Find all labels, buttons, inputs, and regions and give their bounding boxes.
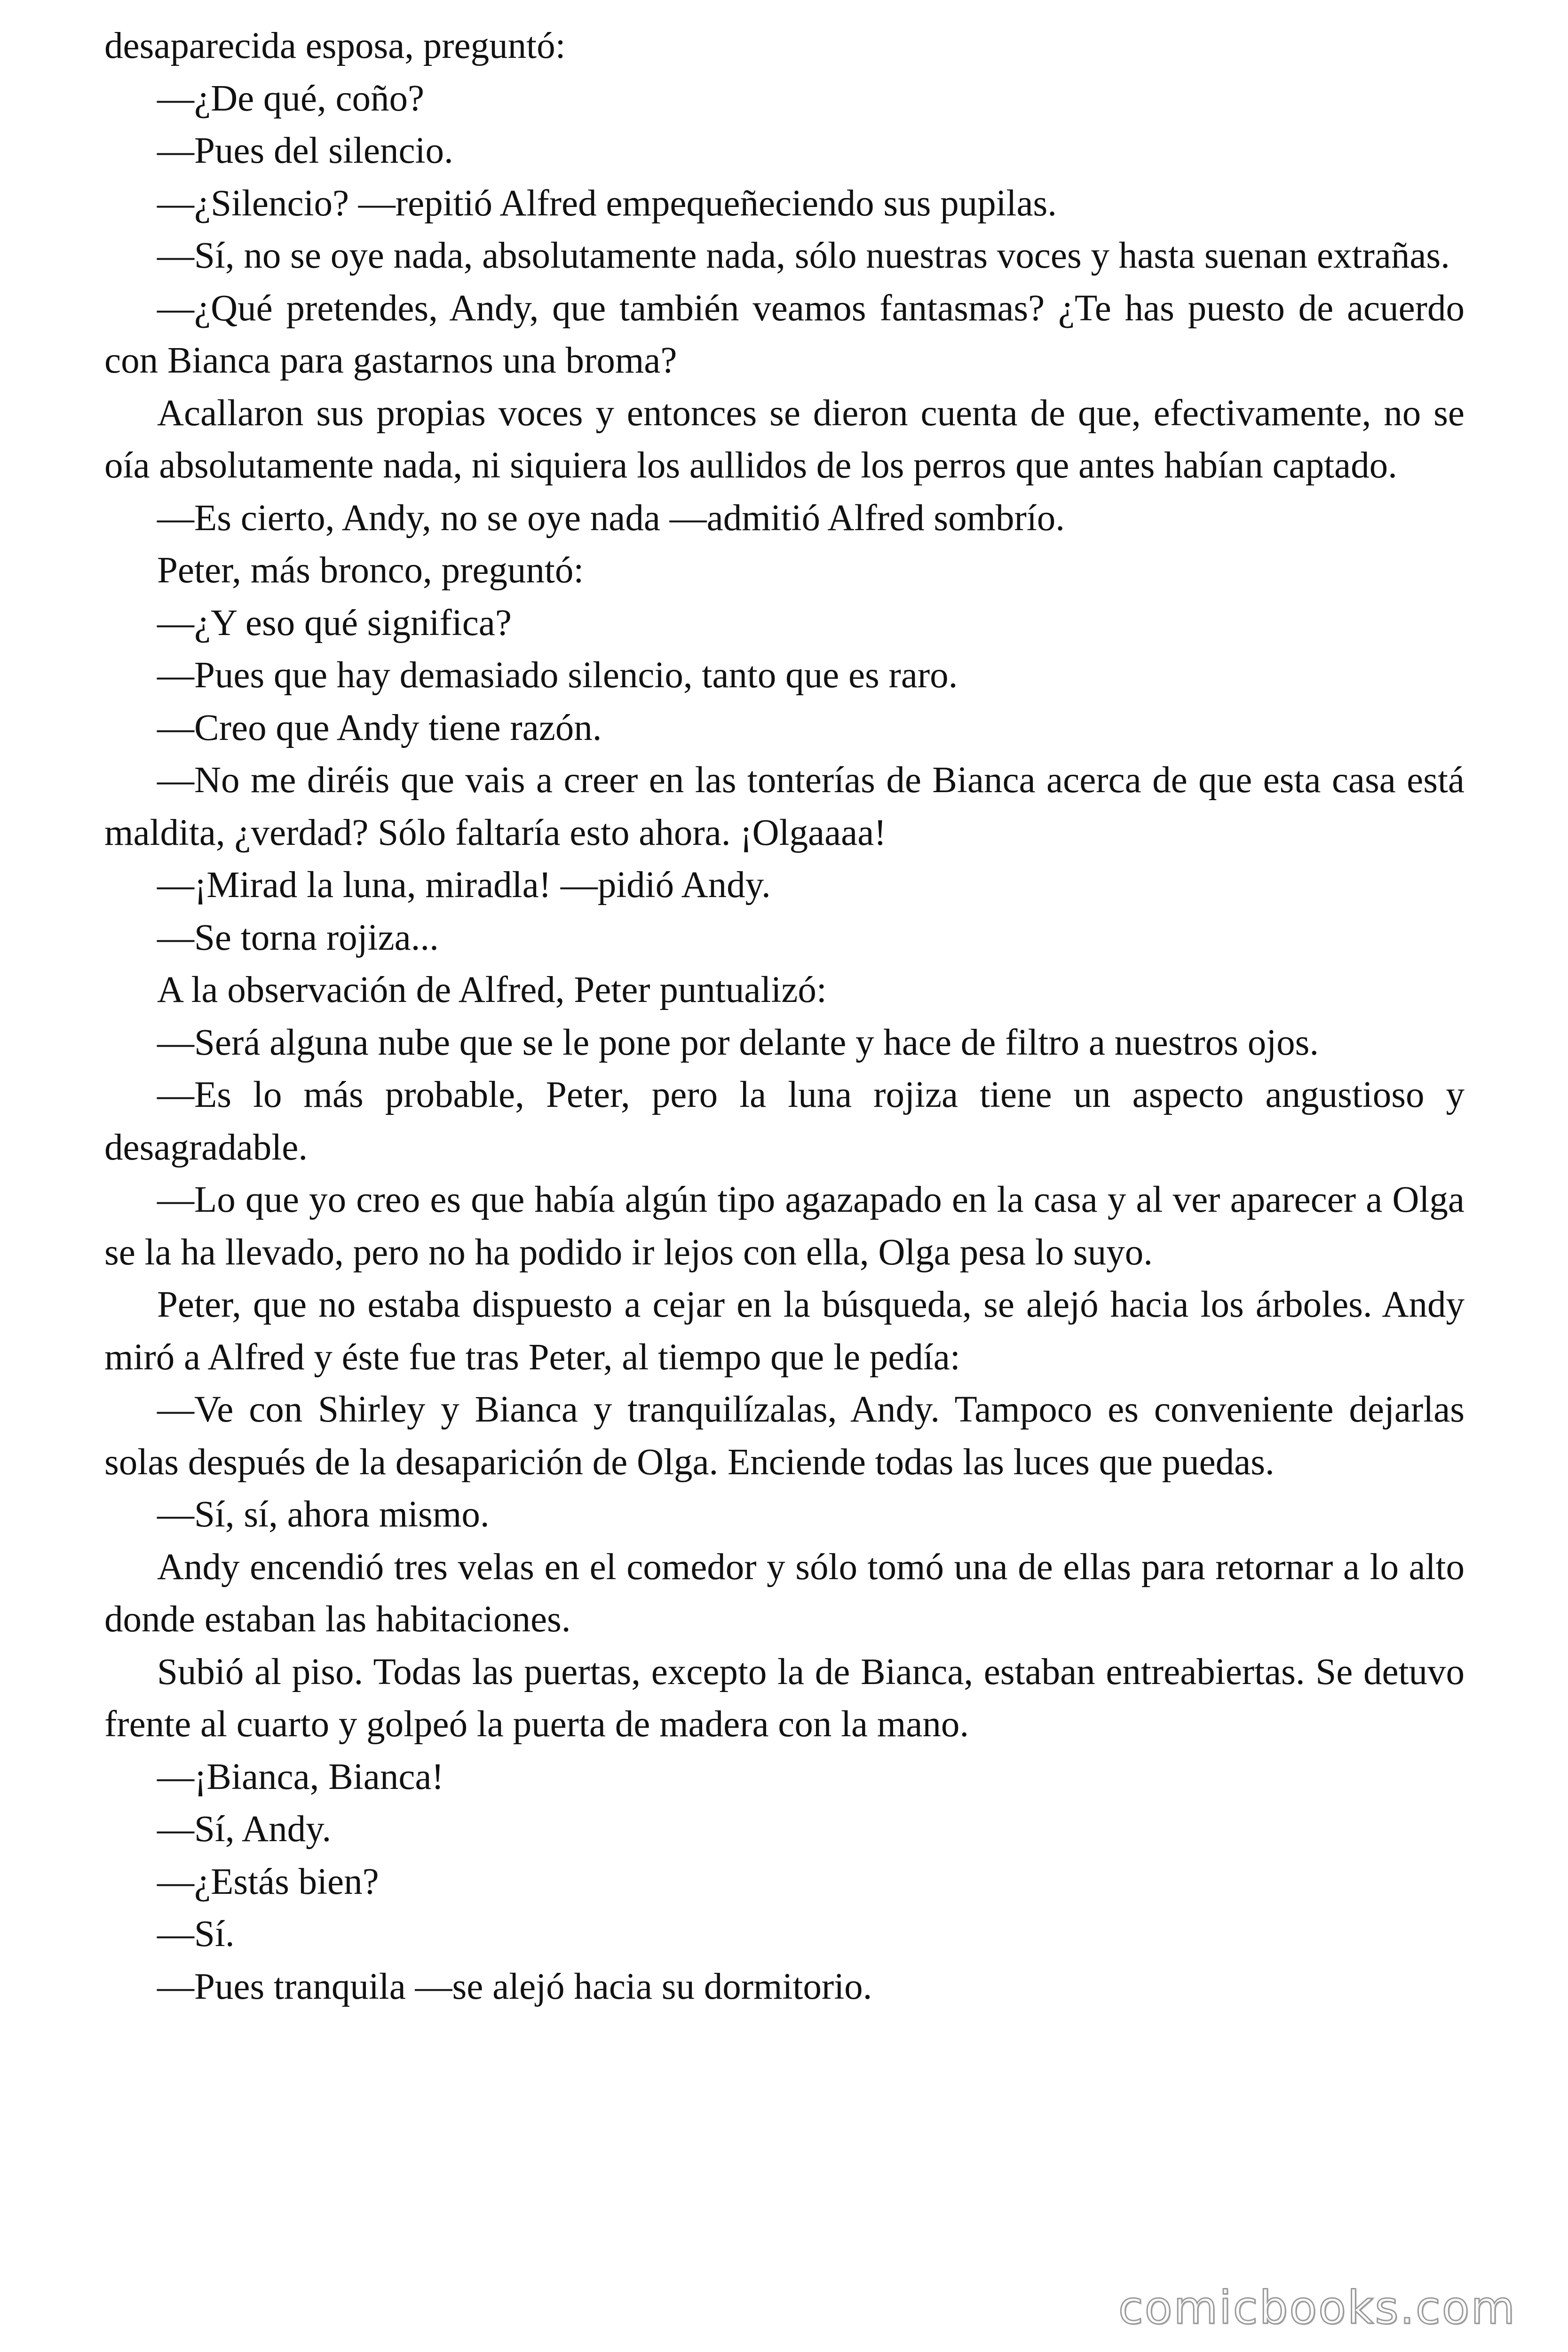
paragraph: —Es cierto, Andy, no se oye nada —admitió Alfred sombrío. <box>157 497 1065 539</box>
paragraph: —Se torna rojiza... <box>157 917 439 958</box>
paragraph: —No me diréis que vais a creer en las tonterías de Bianca acerca de que esta casa está maldita, ¿verdad? Sólo faltaría esto ahora. ¡Olgaaaa! <box>104 760 1465 853</box>
paragraph: desaparecida esposa, preguntó: <box>104 25 566 66</box>
paragraph: —Será alguna nube que se le pone por delante y hace de filtro a nuestros ojos. <box>157 1022 1319 1063</box>
paragraph: Subió al piso. Todas las puertas, excepto la de Bianca, estaban entreabiertas. Se detuvo frente al cuarto y golpeó la puerta de madera con la mano. <box>104 1651 1465 1745</box>
paragraph: —¿Estás bien? <box>157 1861 379 1902</box>
paragraph: —Sí. <box>157 1914 235 1955</box>
paragraph: —Sí, no se oye nada, absolutamente nada, sólo nuestras voces y hasta suenan extrañas. <box>157 235 1450 276</box>
watermark: comicbooks.com <box>1118 2281 1516 2334</box>
paragraph: —Es lo más probable, Peter, pero la luna rojiza tiene un aspecto angustioso y desagradable. <box>104 1074 1465 1168</box>
paragraph: A la observación de Alfred, Peter puntualizó: <box>157 969 827 1010</box>
paragraph: —Ve con Shirley y Bianca y tranquilízalas, Andy. Tampoco es conveniente dejarlas solas después de la desaparición de Olga. Enciende todas las luces que puedas. <box>104 1389 1465 1483</box>
paragraph: —Sí, Andy. <box>157 1809 332 1850</box>
paragraph: Andy encendió tres velas en el comedor y sólo tomó una de ellas para retornar a lo alto donde estaban las habitaciones. <box>104 1546 1465 1640</box>
paragraph: —Pues del silencio. <box>157 130 453 171</box>
paragraph: —¿Y eso qué significa? <box>157 602 512 644</box>
paragraph: —¡Mirad la luna, miradla! —pidió Andy. <box>157 865 771 906</box>
paragraph: —¡Bianca, Bianca! <box>157 1756 444 1797</box>
paragraph: Peter, más bronco, preguntó: <box>157 550 584 591</box>
paragraph: —Pues tranquila —se alejó hacia su dormitorio. <box>157 1966 872 2007</box>
paragraph: —Sí, sí, ahora mismo. <box>157 1494 490 1535</box>
paragraph: —¿De qué, coño? <box>157 78 425 119</box>
paragraph: —Pues que hay demasiado silencio, tanto que es raro. <box>157 655 958 696</box>
paragraph: —¿Silencio? —repitió Alfred empequeñeciendo sus pupilas. <box>157 183 1057 224</box>
paragraph: —Creo que Andy tiene razón. <box>157 707 602 748</box>
paragraph: —Lo que yo creo es que había algún tipo agazapado en la casa y al ver aparecer a Olga se la ha llevado, pero no ha podido ir lejos con ella, Olga pesa lo suyo. <box>104 1179 1465 1273</box>
paragraph: —¿Qué pretendes, Andy, que también veamos fantasmas? ¿Te has puesto de acuerdo con Bianca para gastarnos una broma? <box>104 287 1465 381</box>
paragraph: Acallaron sus propias voces y entonces se dieron cuenta de que, efectivamente, no se oía absolutamente nada, ni siquiera los aullidos de los perros que antes habían captado. <box>104 392 1465 486</box>
paragraph: Peter, que no estaba dispuesto a cejar en la búsqueda, se alejó hacia los árboles. Andy miró a Alfred y éste fue tras Peter, al tiempo que le pedía: <box>104 1284 1465 1378</box>
page-text <box>104 20 1465 2013</box>
